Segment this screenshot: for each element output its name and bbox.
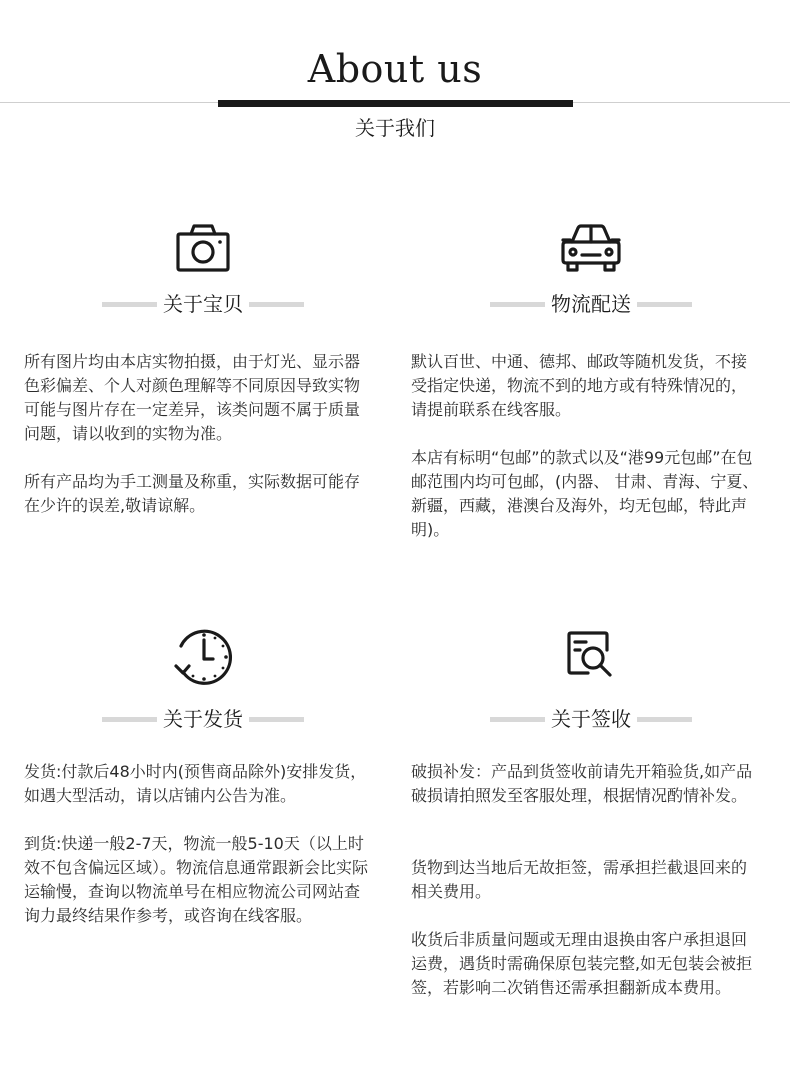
page-subtitle: 关于我们 <box>355 116 435 140</box>
paragraph: 所有图片均由本店实物拍摄，由于灯光、显示器色彩偏差、个人对颜色理解等不同原因导致实物可能与图片存在一定差异，该类问题不属于质量问题，请以收到的实物为准。 <box>24 352 361 443</box>
section-title-text: 关于签收 <box>545 704 637 734</box>
section-title-text: 关于宝贝 <box>157 289 249 319</box>
header-accent-bar <box>218 100 573 107</box>
section-title-signing <box>490 704 692 734</box>
car-icon <box>560 222 622 274</box>
page-title: About us <box>307 47 483 91</box>
paragraph: 到货:快递一般2-7天，物流一般5-10天（以上时效不包含偏远区域）。物流信息通常跟新会比实际运输慢，查询以物流单号在相应物流公司网站查询力最终结果作参考，或咨询在线客服。 <box>24 834 369 925</box>
section-title-text: 物流配送 <box>545 289 637 319</box>
section-title-delivery <box>102 704 304 734</box>
paragraph: 发货:付款后48小时内(预售商品除外)安排发货，如遇大型活动，请以店铺内公告为准。 <box>24 762 367 805</box>
clock-icon <box>173 626 235 688</box>
section-title-product <box>102 289 304 319</box>
paragraph: 收货后非质量问题或无理由退换由客户承担退回运费，遇货时需确保原包装完整,如无包装会被拒签，若影响二次销售还需承担翻新成本费用。 <box>411 930 753 997</box>
section-title-text: 关于发货 <box>157 704 249 734</box>
paragraph: 所有产品均为手工测量及称重，实际数据可能存在少许的误差,敬请谅解。 <box>24 472 361 515</box>
camera-icon <box>175 222 231 274</box>
paragraph: 破损补发：产品到货签收前请先开箱验货,如产品破损请拍照发至客服处理，根据情况酌情补发。 <box>411 762 753 805</box>
paragraph: 默认百世、中通、德邦、邮政等随机发货，不接受指定快递，物流不到的地方或有特殊情况的，请提前联系在线客服。 <box>411 352 748 419</box>
inspect-package-icon <box>566 630 616 680</box>
section-title-shipping <box>490 289 692 319</box>
paragraph: 货物到达当地后无故拒签，需承担拦截退回来的相关费用。 <box>411 858 748 901</box>
paragraph: 本店有标明“包邮”的款式以及“港99元包邮”在包邮范围内均可包邮，(内器、 甘肃、青海、宁夏、新疆，西藏，港澳台及海外，均无包邮，特此声明)。 <box>411 448 759 539</box>
